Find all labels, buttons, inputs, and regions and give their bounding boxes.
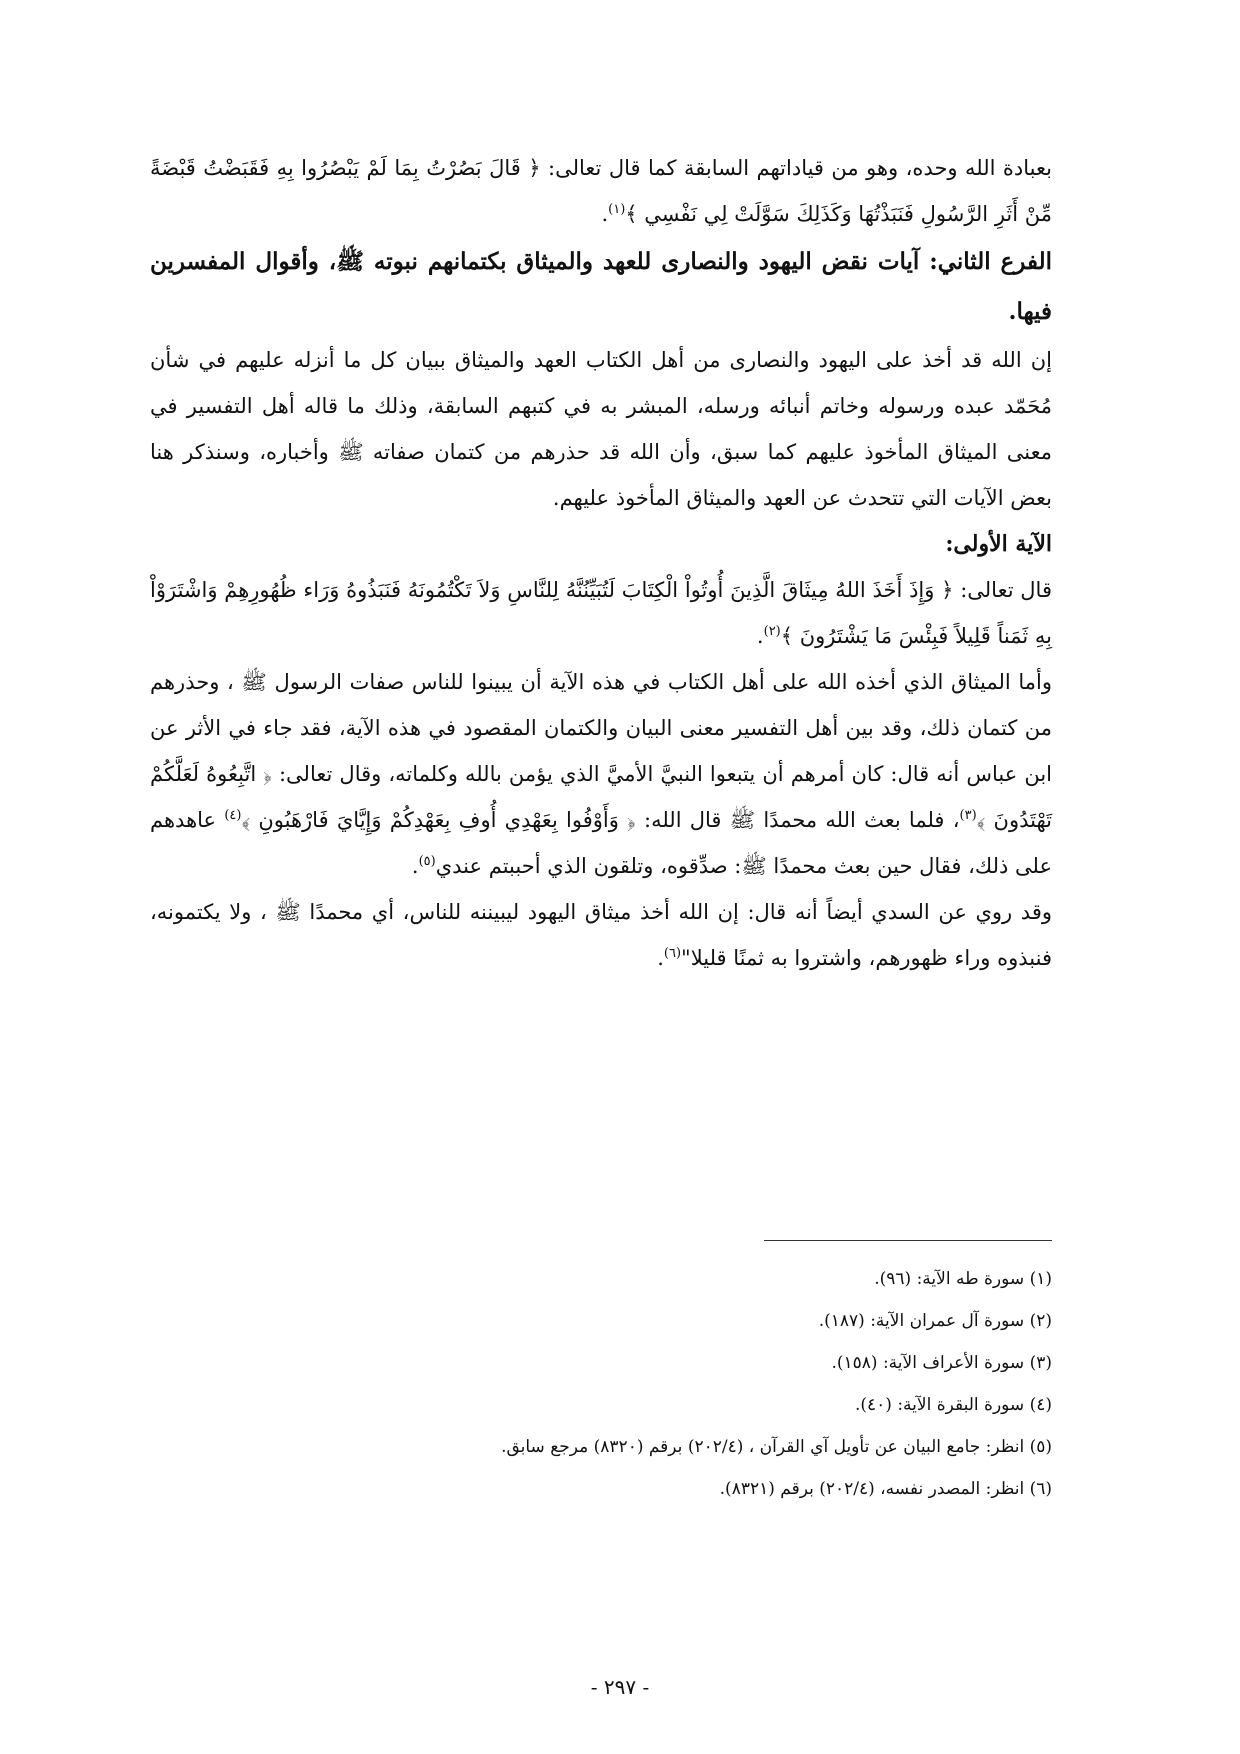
footnote-5: (٥) انظر: جامع البيان عن تأويل آي القرآن ، (٢٠٢/٤) برقم (٨٣٢٠) مرجع سابق. <box>501 1437 1052 1457</box>
footnote-ref-5: (٥) <box>418 854 436 869</box>
paragraph-covenant: إن الله قد أخذ على اليهود والنصارى من أهل الكتاب العهد والميثاق ببيان كل ما أنزله عليهم في شأن مُحَمّد عبده ورسوله وخاتم أنبائه ورسله، المبشر به في كتبهم السابقة، وذلك ما قاله أهل التفسير في معنى الميثاق المأخوذ عليهم كما سبق، وأن الله قد حذرهم من كتمان صفاته ﷺ وأخباره، وسنذكر هنا بعض الآيات التي تتحدث عن العهد والميثاق المأخوذ عليهم. <box>150 348 1052 510</box>
footnote-6: (٦) انظر: المصدر نفسه، (٢٠٢/٤) برقم (٨٣٢١). <box>719 1479 1052 1499</box>
section-heading: الفرع الثاني: آيات نقض اليهود والنصارى للعهد والميثاق بكتمانهم نبوته ﷺ، وأقوال المفسرين فيها. <box>150 248 1052 325</box>
first-verse-heading: الآية الأولى: <box>945 531 1052 557</box>
footnote-ref-4: (٤) <box>224 808 242 823</box>
page-body <box>150 145 1052 981</box>
paragraph-intro: بعبادة الله وحده، وهو من قياداتهم السابقة كما قال تعالى: ﴿ قَالَ بَصُرْتُ بِمَا لَمْ يَبْصُرُوا بِهِ فَقَبَضْتُ قَبْضَةً مِّنْ أَثَرِ الرَّسُولِ فَنَبَذْتُهَا وَكَذَلِكَ سَوَّلَتْ لِي نَفْسِي ﴾$^{(١)}$. <box>150 156 1052 226</box>
footnotes <box>150 1258 1052 1510</box>
footnote-ref-2: (٢) <box>763 624 781 639</box>
paragraph-suddi: وقد روي عن السدي أيضاً أنه قال: إن الله أخذ ميثاق اليهود ليبيننه للناس، أي محمدًا ﷺ ، ولا يكتمونه، فنبذوه وراء ظهورهم، واشتروا به ثمنًا قليلا"$^{(٦)}$. <box>150 900 1052 970</box>
page-number: - ٢٩٧ - <box>590 1675 650 1699</box>
footnote-3: (٣) سورة الأعراف الآية: (١٥٨). <box>831 1353 1052 1373</box>
paragraph-verse: قال تعالى: ﴿ وَإِذَ أَخَذَ اللهُ مِيثَاقَ الَّذِينَ أُوتُواْ الْكِتَابَ لَتُبَيِّنُنَّهُ لِلنَّاسِ وَلاَ تَكْتُمُونَهُ فَنَبَذُوهُ وَرَاء ظُهُورِهِمْ وَاشْتَرَوْاْ بِهِ ثَمَناً قَلِيلاً فَبِئْسَ مَا يَشْتَرُونَ ﴾$^{(٢)}$. <box>150 578 1052 648</box>
footnote-ref-6: (٦) <box>663 946 682 961</box>
footnote-2: (٢) سورة آل عمران الآية: (١٨٧). <box>818 1311 1052 1331</box>
footnote-separator <box>764 1240 1052 1241</box>
footnote-1: (١) سورة طه الآية: (٩٦). <box>874 1269 1052 1289</box>
footnote-ref-3: (٣) <box>959 808 977 823</box>
footnote-4: (٤) سورة البقرة الآية: (٤٠). <box>854 1395 1052 1415</box>
footnote-ref-1: (١) <box>608 202 626 217</box>
paragraph-explanation: وأما الميثاق الذي أخذه الله على أهل الكتاب في هذه الآية أن يبينوا للناس صفات الرسول ﷺ ، وحذرهم من كتمان ذلك، وقد بين أهل التفسير معنى البيان والكتمان المقصود في هذه الآية، فقد جاء في الأثر عن ابن عباس أنه قال: كان أمرهم أن يتبعوا النبيَّ الأميَّ الذي يؤمن بالله وكلماته، وقال تعالى: ﴿ اتَّبِعُوهُ لَعَلَّكُمْ تَهْتَدُونَ ﴾$^{(٣)}$، فلما بعث الله محمدًا ﷺ قال الله: ﴿ وَأَوْفُوا بِعَهْدِي أُوفِ بِعَهْدِكُمْ وَإِيَّايَ فَارْهَبُونِ ﴾$^{(٤)}$ عاهدهم على ذلك، فقال حين بعث محمدًا ﷺ: صدِّقوه، وتلقون الذي أحببتم عندي$^{(٥)}$. <box>150 670 1052 878</box>
